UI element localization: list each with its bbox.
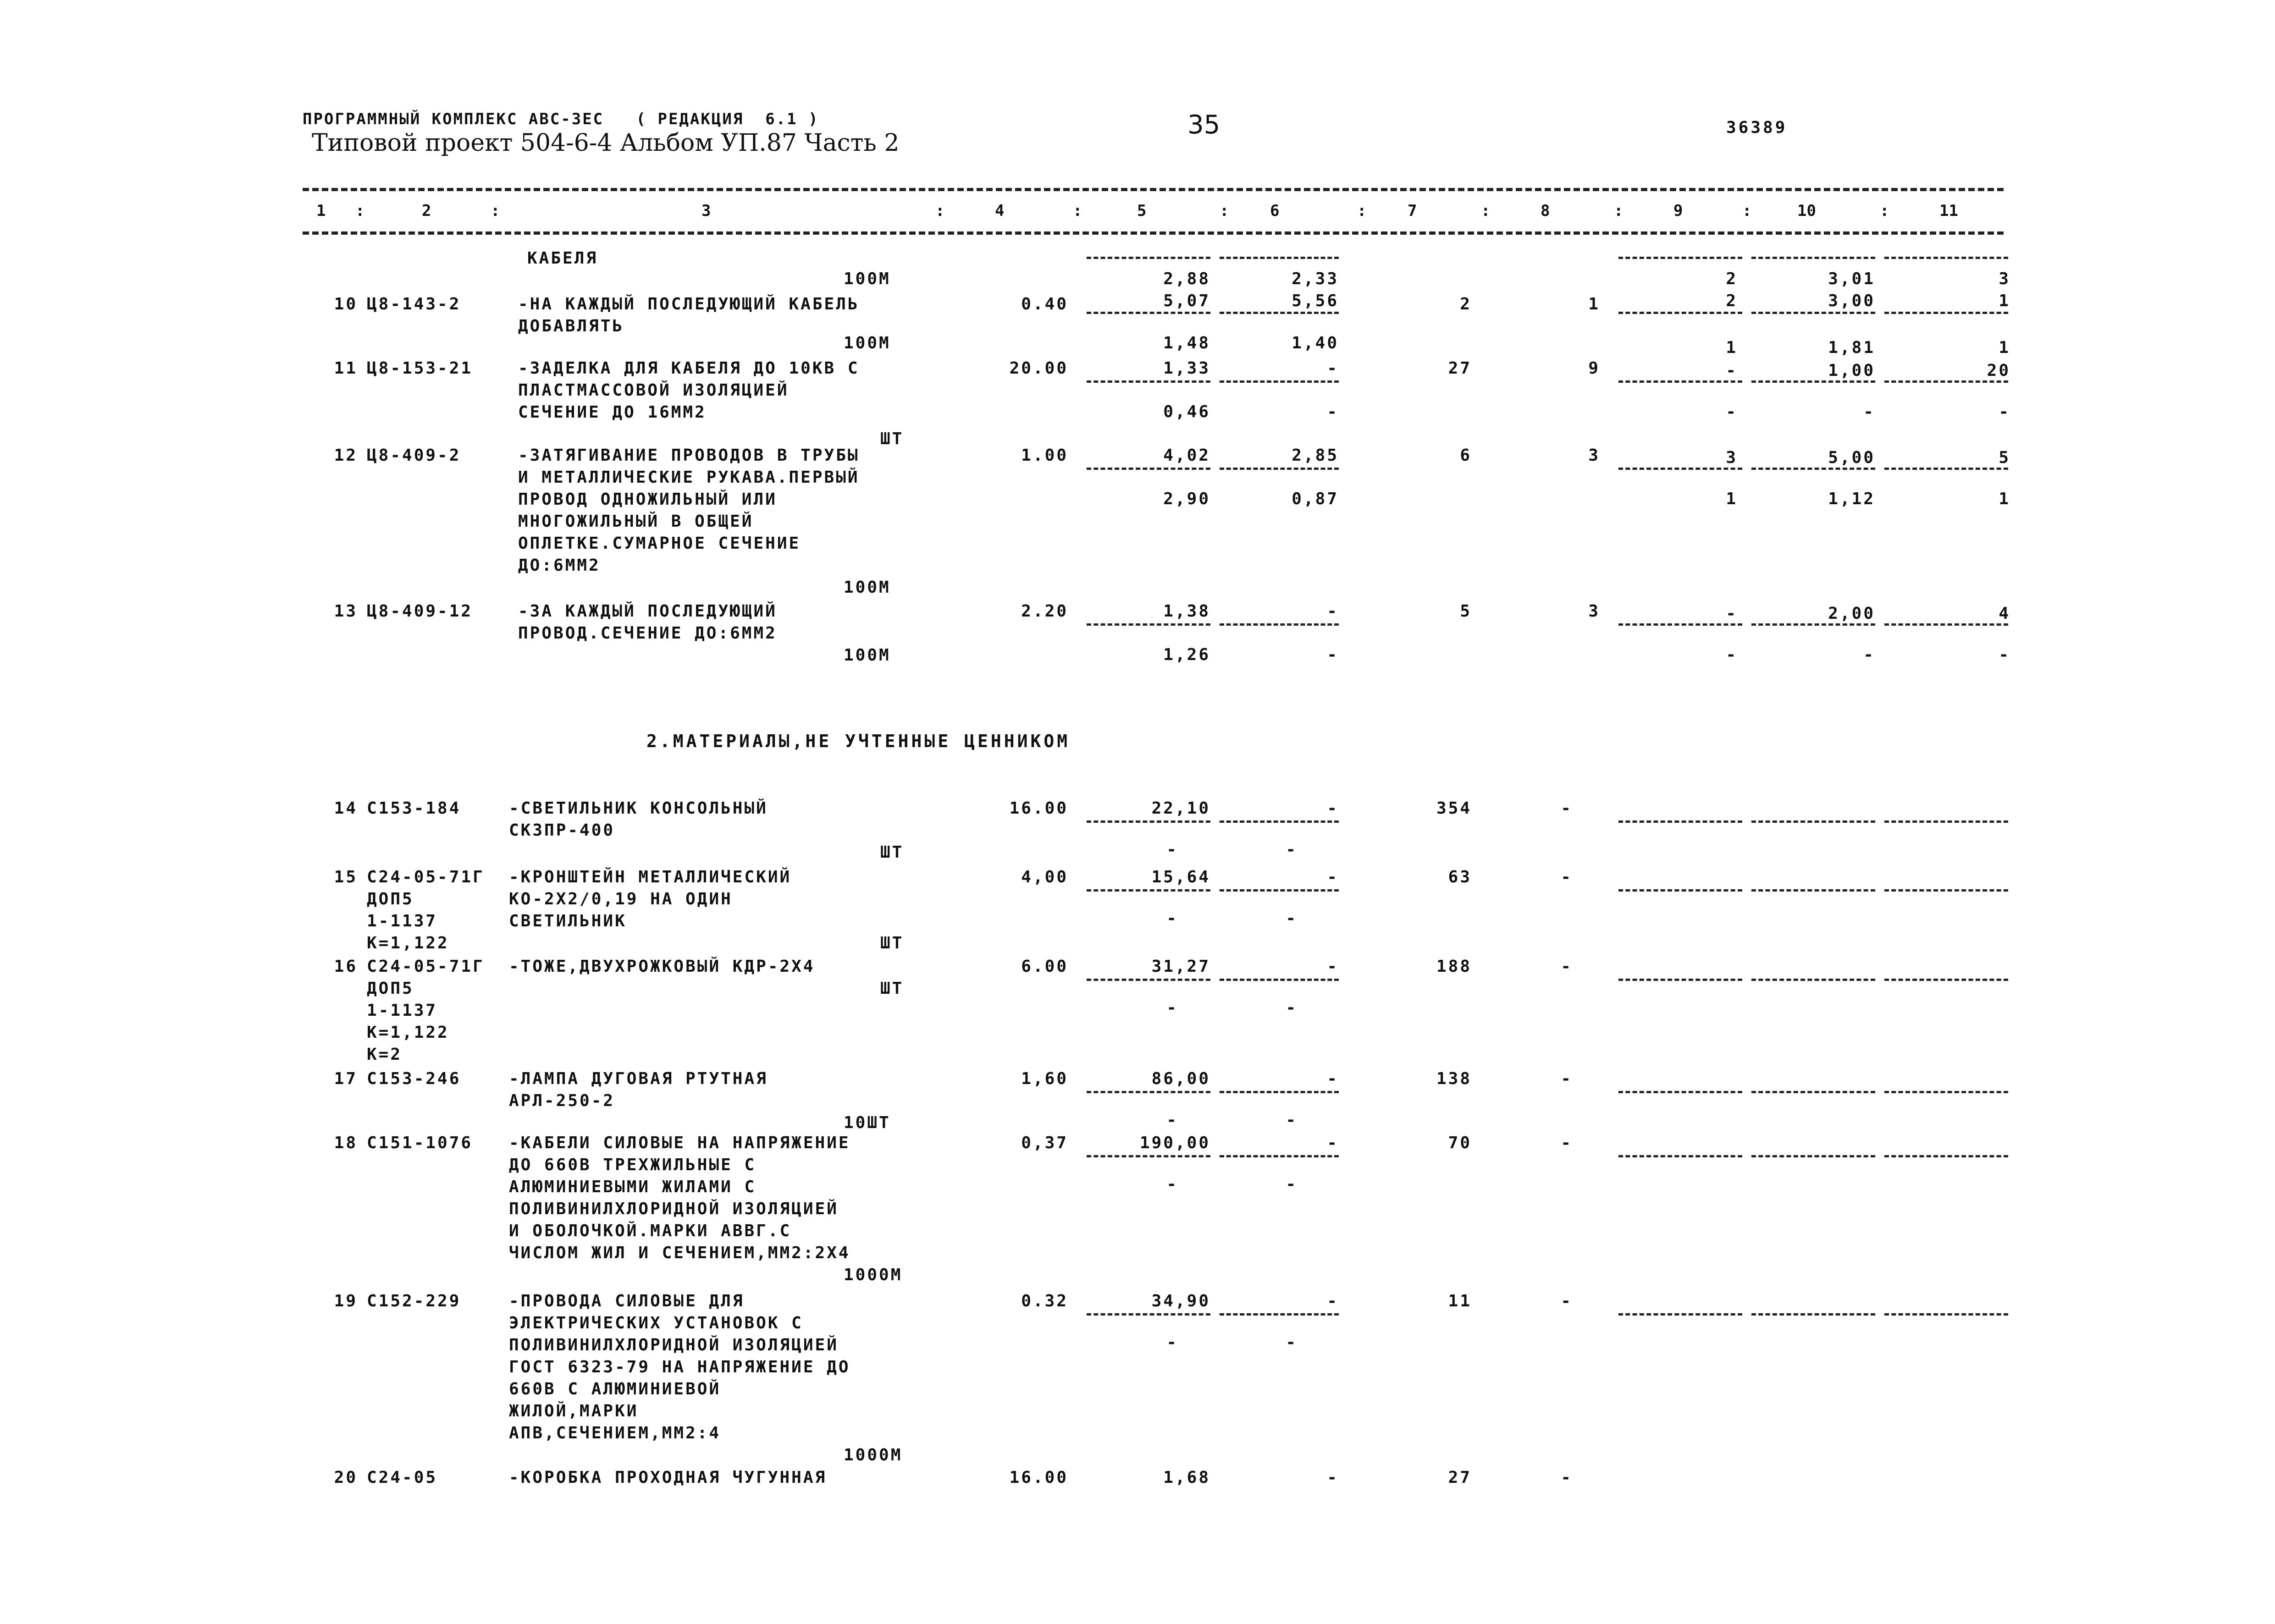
row-code-line: С153-246 bbox=[367, 1069, 461, 1088]
cell-col10: 5,00 bbox=[1828, 448, 1875, 467]
cell-col5: 5,07 bbox=[1163, 292, 1210, 310]
cell-col9: - bbox=[1726, 645, 1738, 664]
row-text-line: ДОБАВЛЯТЬ bbox=[518, 317, 624, 336]
row-unit: 1000М bbox=[844, 1446, 903, 1464]
column-separator: : bbox=[1357, 202, 1367, 220]
dashed-separator bbox=[1618, 889, 1742, 892]
cell-col11: 1 bbox=[1999, 292, 2010, 310]
dashed-separator bbox=[1751, 380, 1875, 383]
section-title: 2.МАТЕРИАЛЫ,НЕ УЧТЕННЫЕ ЦЕННИКОМ bbox=[646, 731, 1071, 751]
cell-col7: 63 bbox=[1448, 868, 1472, 886]
document-number: 36389 bbox=[1726, 118, 1788, 137]
row-code-line: К=1,122 bbox=[367, 1023, 449, 1042]
column-header-5: 5 bbox=[1137, 202, 1147, 220]
dashed-separator bbox=[1087, 623, 1210, 626]
row-code-line: С151-1076 bbox=[367, 1134, 473, 1152]
dashed-separator bbox=[1884, 889, 2008, 892]
dashed-separator bbox=[1884, 623, 2008, 626]
cell-col8: - bbox=[1561, 799, 1573, 818]
row-number: 19 bbox=[334, 1292, 358, 1310]
cell-col6: - bbox=[1327, 799, 1339, 818]
cell-col10: 1,00 bbox=[1828, 361, 1875, 380]
cell-col5: - bbox=[1166, 909, 1178, 928]
cell-col5: - bbox=[1166, 840, 1178, 859]
dashed-separator bbox=[1751, 623, 1875, 626]
row-code: Ц8-143-2 bbox=[367, 295, 461, 314]
dashed-separator bbox=[1884, 380, 2008, 383]
cell-col11: - bbox=[1999, 645, 2010, 664]
dashed-separator bbox=[1618, 380, 1742, 383]
dashed-separator bbox=[1618, 257, 1742, 259]
column-separator: : bbox=[491, 202, 500, 220]
dashed-separator bbox=[1751, 1155, 1875, 1157]
cell-col11: 5 bbox=[1999, 448, 2010, 467]
row-code: Ц8-409-2 bbox=[367, 446, 461, 465]
row-text-line: И ОБОЛОЧКОЙ.МАРКИ АВВГ.С bbox=[509, 1222, 792, 1240]
row-text-line: -КОРОБКА ПРОХОДНАЯ ЧУГУННАЯ bbox=[509, 1468, 827, 1487]
dashed-separator bbox=[1220, 312, 1339, 314]
dashed-separator bbox=[1751, 820, 1875, 823]
cell-col8: - bbox=[1561, 1292, 1573, 1310]
cell-col6: - bbox=[1327, 1292, 1339, 1310]
row-text-line: АПВ,СЕЧЕНИЕМ,ММ2:4 bbox=[509, 1424, 721, 1442]
cell-col5: 2,90 bbox=[1163, 490, 1210, 508]
cell-col6: - bbox=[1327, 359, 1339, 378]
cell-col5: 1,26 bbox=[1163, 645, 1210, 664]
cell-col10: 1,12 bbox=[1828, 490, 1875, 508]
row-unit: ШТ bbox=[880, 429, 904, 448]
cell-col5: 86,00 bbox=[1151, 1069, 1210, 1088]
row-text-line: ОПЛЕТКЕ.СУМАРНОЕ СЕЧЕНИЕ bbox=[518, 534, 801, 553]
cell-col6: 2,33 bbox=[1292, 270, 1339, 288]
cell-col5: 1,48 bbox=[1163, 334, 1210, 352]
cell-col6: - bbox=[1286, 909, 1298, 928]
cell-col6: 5,56 bbox=[1292, 292, 1339, 310]
cell-col10: 3,01 bbox=[1828, 270, 1875, 288]
cell-col6: - bbox=[1327, 957, 1339, 976]
header-rule-top bbox=[303, 188, 2004, 191]
cell-col10: 2,00 bbox=[1828, 604, 1875, 623]
cell-col7: 5 bbox=[1460, 602, 1472, 621]
column-separator: : bbox=[355, 202, 365, 220]
row-number: 13 bbox=[334, 602, 358, 621]
cell-col8: - bbox=[1561, 957, 1573, 976]
row-text-line: И МЕТАЛЛИЧЕСКИЕ РУКАВА.ПЕРВЫЙ bbox=[518, 468, 860, 487]
cell-col4: 16.00 bbox=[1009, 799, 1068, 818]
row-number: 10 bbox=[334, 295, 358, 314]
cell-col10: 1,81 bbox=[1828, 338, 1875, 357]
row-code-line: С24-05-71Г bbox=[367, 868, 485, 886]
cell-col6: - bbox=[1327, 1069, 1339, 1088]
row-unit: ШТ bbox=[880, 979, 904, 998]
dashed-separator bbox=[1220, 1091, 1339, 1093]
dashed-separator bbox=[1618, 820, 1742, 823]
dashed-separator bbox=[1884, 979, 2008, 981]
dashed-separator bbox=[1220, 1155, 1339, 1157]
row-unit: 100М bbox=[844, 578, 891, 597]
row-unit: 10ШТ bbox=[844, 1113, 891, 1132]
column-separator: : bbox=[1614, 202, 1623, 220]
cell-col5: 1,38 bbox=[1163, 602, 1210, 621]
header-rule-bottom bbox=[303, 231, 2004, 235]
dashed-separator bbox=[1087, 979, 1210, 981]
row-number: 15 bbox=[334, 868, 358, 886]
row-text-line: КАБЕЛЯ bbox=[527, 249, 598, 268]
row-text-line: ДО:6ММ2 bbox=[518, 556, 601, 575]
row-text-line: -СВЕТИЛЬНИК КОНСОЛЬНЫЙ bbox=[509, 799, 768, 818]
cell-col4: 0.40 bbox=[1021, 295, 1068, 314]
row-code: Ц8-153-21 bbox=[367, 359, 473, 378]
cell-col6: - bbox=[1286, 1175, 1298, 1194]
column-header-6: 6 bbox=[1270, 202, 1280, 220]
cell-col9: 1 bbox=[1726, 338, 1738, 357]
cell-col4: 2.20 bbox=[1021, 602, 1068, 621]
cell-col11: 3 bbox=[1999, 270, 2010, 288]
cell-col9: - bbox=[1726, 402, 1738, 421]
column-header-7: 7 bbox=[1408, 202, 1417, 220]
row-text-line: МНОГОЖИЛЬНЫЙ В ОБЩЕЙ bbox=[518, 512, 754, 531]
dashed-separator bbox=[1220, 468, 1339, 470]
row-number: 16 bbox=[334, 957, 358, 976]
cell-col4: 1.00 bbox=[1021, 446, 1068, 465]
row-code-line: С24-05 bbox=[367, 1468, 438, 1487]
row-code: Ц8-409-12 bbox=[367, 602, 473, 621]
cell-col6: - bbox=[1327, 1134, 1339, 1152]
column-header-8: 8 bbox=[1541, 202, 1550, 220]
row-text-line: ПОЛИВИНИЛХЛОРИДНОЙ ИЗОЛЯЦИЕЙ bbox=[509, 1200, 839, 1218]
cell-col8: - bbox=[1561, 1069, 1573, 1088]
cell-col6: - bbox=[1286, 1111, 1298, 1129]
dashed-separator bbox=[1618, 623, 1742, 626]
dashed-separator bbox=[1220, 380, 1339, 383]
column-header-3: 3 bbox=[701, 202, 711, 220]
row-text-line: СЕЧЕНИЕ ДО 16ММ2 bbox=[518, 403, 707, 422]
dashed-separator bbox=[1751, 257, 1875, 259]
cell-col8: 3 bbox=[1588, 602, 1600, 621]
row-number: 14 bbox=[334, 799, 358, 818]
dashed-separator bbox=[1087, 468, 1210, 470]
cell-col6: - bbox=[1327, 1468, 1339, 1487]
cell-col5: - bbox=[1166, 1333, 1178, 1352]
dashed-separator bbox=[1751, 1313, 1875, 1316]
dashed-separator bbox=[1220, 257, 1339, 259]
cell-col6: - bbox=[1286, 1333, 1298, 1352]
row-code-line: С152-229 bbox=[367, 1292, 461, 1310]
cell-col11: 1 bbox=[1999, 338, 2010, 357]
cell-col10: - bbox=[1863, 402, 1875, 421]
column-separator: : bbox=[1481, 202, 1491, 220]
dashed-separator bbox=[1751, 468, 1875, 470]
cell-col6: - bbox=[1286, 998, 1298, 1017]
dashed-separator bbox=[1087, 1313, 1210, 1316]
cell-col5: 31,27 bbox=[1151, 957, 1210, 976]
row-text-line: -ЗА КАЖДЫЙ ПОСЛЕДУЮЩИЙ bbox=[518, 602, 777, 621]
project-title: Типовой проект 504-6-4 Альбом УП.87 Часть 2 bbox=[312, 129, 900, 157]
cell-col6: - bbox=[1327, 868, 1339, 886]
cell-col4: 20.00 bbox=[1009, 359, 1068, 378]
cell-col7: 6 bbox=[1460, 446, 1472, 465]
cell-col8: 3 bbox=[1588, 446, 1600, 465]
cell-col9: 1 bbox=[1726, 490, 1738, 508]
cell-col5: - bbox=[1166, 1111, 1178, 1129]
row-unit: 1000М bbox=[844, 1266, 903, 1284]
cell-col8: - bbox=[1561, 868, 1573, 886]
dashed-separator bbox=[1087, 312, 1210, 314]
cell-col6: - bbox=[1327, 645, 1339, 664]
dashed-separator bbox=[1220, 1313, 1339, 1316]
cell-col6: 1,40 bbox=[1292, 334, 1339, 352]
dashed-separator bbox=[1220, 889, 1339, 892]
cell-col9: 2 bbox=[1726, 270, 1738, 288]
dashed-separator bbox=[1087, 257, 1210, 259]
dashed-separator bbox=[1618, 1091, 1742, 1093]
row-code-line: С24-05-71Г bbox=[367, 957, 485, 976]
cell-col4: 0.32 bbox=[1021, 1292, 1068, 1310]
cell-col9: - bbox=[1726, 604, 1738, 623]
cell-col5: - bbox=[1166, 1175, 1178, 1194]
row-unit: 100М bbox=[844, 334, 891, 352]
row-number: 20 bbox=[334, 1468, 358, 1487]
row-text-line: -НА КАЖДЫЙ ПОСЛЕДУЮЩИЙ КАБЕЛЬ bbox=[518, 295, 860, 314]
row-text-line: ДО 660В ТРЕХЖИЛЬНЫЕ С bbox=[509, 1156, 756, 1174]
row-code-line: С153-184 bbox=[367, 799, 461, 818]
row-text-line: -ПРОВОДА СИЛОВЫЕ ДЛЯ bbox=[509, 1292, 745, 1310]
row-text-line: -КРОНШТЕЙН МЕТАЛЛИЧЕСКИЙ bbox=[509, 868, 792, 886]
row-text-line: ПЛАСТМАССОВОЙ ИЗОЛЯЦИЕЙ bbox=[518, 381, 789, 400]
row-number: 12 bbox=[334, 446, 358, 465]
column-separator: : bbox=[935, 202, 945, 220]
dashed-separator bbox=[1087, 380, 1210, 383]
cell-col6: - bbox=[1327, 602, 1339, 621]
row-text-line: ГОСТ 6323-79 НА НАПРЯЖЕНИЕ ДО bbox=[509, 1358, 850, 1376]
cell-col10: - bbox=[1863, 645, 1875, 664]
row-code-line: ДОП5 bbox=[367, 979, 414, 998]
cell-col5: 22,10 bbox=[1151, 799, 1210, 818]
cell-col5: 15,64 bbox=[1151, 868, 1210, 886]
cell-col7: 138 bbox=[1436, 1069, 1472, 1088]
cell-col4: 0,37 bbox=[1021, 1134, 1068, 1152]
row-text-line: СКЗПР-400 bbox=[509, 821, 615, 840]
cell-col7: 27 bbox=[1448, 359, 1472, 378]
cell-col6: 2,85 bbox=[1292, 446, 1339, 465]
row-text-line: ЧИСЛОМ ЖИЛ И СЕЧЕНИЕМ,ММ2:2Х4 bbox=[509, 1244, 850, 1262]
cell-col6: - bbox=[1286, 840, 1298, 859]
program-header: ПРОГРАММНЫЙ КОМПЛЕКС АВС-3ЕС ( РЕДАКЦИЯ 6.1 ) bbox=[303, 110, 819, 128]
row-text-line: СВЕТИЛЬНИК bbox=[509, 912, 627, 930]
cell-col5: 4,02 bbox=[1163, 446, 1210, 465]
dashed-separator bbox=[1087, 1155, 1210, 1157]
column-header-10: 10 bbox=[1797, 202, 1816, 220]
row-unit: ШТ bbox=[880, 843, 904, 862]
cell-col9: 2 bbox=[1726, 292, 1738, 310]
cell-col9: - bbox=[1726, 361, 1738, 380]
row-code-line: К=2 bbox=[367, 1045, 403, 1064]
row-text-line: КО-2Х2/0,19 НА ОДИН bbox=[509, 890, 733, 908]
row-text-line: ЭЛЕКТРИЧЕСКИХ УСТАНОВОК С bbox=[509, 1314, 803, 1332]
dashed-separator bbox=[1220, 623, 1339, 626]
column-header-1: 1 bbox=[316, 202, 326, 220]
dashed-separator bbox=[1751, 889, 1875, 892]
row-text-line: -ЗАТЯГИВАНИЕ ПРОВОДОВ В ТРУБЫ bbox=[518, 446, 860, 465]
dashed-separator bbox=[1618, 1155, 1742, 1157]
cell-col8: - bbox=[1561, 1134, 1573, 1152]
column-separator: : bbox=[1880, 202, 1889, 220]
cell-col6: 0,87 bbox=[1292, 490, 1339, 508]
cell-col5: 1,68 bbox=[1163, 1468, 1210, 1487]
row-text-line: ПРОВОД.СЕЧЕНИЕ ДО:6ММ2 bbox=[518, 624, 777, 643]
column-header-11: 11 bbox=[1939, 202, 1958, 220]
cell-col8: 1 bbox=[1588, 295, 1600, 314]
row-text-line: ЖИЛОЙ,МАРКИ bbox=[509, 1402, 639, 1420]
dashed-separator bbox=[1618, 468, 1742, 470]
row-text-line: -ЗАДЕЛКА ДЛЯ КАБЕЛЯ ДО 10КВ С bbox=[518, 359, 860, 378]
row-number: 17 bbox=[334, 1069, 358, 1088]
cell-col5: - bbox=[1166, 998, 1178, 1017]
page-number: 35 bbox=[1187, 110, 1220, 140]
dashed-separator bbox=[1884, 312, 2008, 314]
row-text-line: ПРОВОД ОДНОЖИЛЬНЫЙ ИЛИ bbox=[518, 490, 777, 509]
cell-col5: 2,88 bbox=[1163, 270, 1210, 288]
column-header-4: 4 bbox=[995, 202, 1005, 220]
dashed-separator bbox=[1884, 1091, 2008, 1093]
row-text-line: АЛЮМИНИЕВЫМИ ЖИЛАМИ С bbox=[509, 1178, 756, 1196]
row-unit: 100М bbox=[844, 270, 891, 288]
row-code-line: 1-1137 bbox=[367, 912, 438, 930]
cell-col7: 11 bbox=[1448, 1292, 1472, 1310]
dashed-separator bbox=[1618, 1313, 1742, 1316]
dashed-separator bbox=[1884, 820, 2008, 823]
cell-col11: 4 bbox=[1999, 604, 2010, 623]
dashed-separator bbox=[1618, 312, 1742, 314]
column-separator: : bbox=[1220, 202, 1229, 220]
row-number: 18 bbox=[334, 1134, 358, 1152]
dashed-separator bbox=[1618, 979, 1742, 981]
row-code-line: 1-1137 bbox=[367, 1001, 438, 1020]
cell-col11: 1 bbox=[1999, 490, 2010, 508]
dashed-separator bbox=[1220, 820, 1339, 823]
dashed-separator bbox=[1751, 979, 1875, 981]
cell-col6: - bbox=[1327, 402, 1339, 421]
dashed-separator bbox=[1087, 820, 1210, 823]
cell-col4: 1,60 bbox=[1021, 1069, 1068, 1088]
cell-col7: 354 bbox=[1436, 799, 1472, 818]
column-separator: : bbox=[1742, 202, 1752, 220]
cell-col7: 70 bbox=[1448, 1134, 1472, 1152]
row-code-line: ДОП5 bbox=[367, 890, 414, 908]
row-text-line: -ЛАМПА ДУГОВАЯ РТУТНАЯ bbox=[509, 1069, 768, 1088]
dashed-separator bbox=[1884, 1155, 2008, 1157]
column-header-9: 9 bbox=[1673, 202, 1683, 220]
row-unit: ШТ bbox=[880, 934, 904, 952]
row-text-line: 660В С АЛЮМИНИЕВОЙ bbox=[509, 1380, 721, 1398]
row-number: 11 bbox=[334, 359, 358, 378]
cell-col7: 2 bbox=[1460, 295, 1472, 314]
cell-col11: 20 bbox=[1987, 361, 2010, 380]
column-separator: : bbox=[1073, 202, 1082, 220]
dashed-separator bbox=[1884, 1313, 2008, 1316]
cell-col4: 4,00 bbox=[1021, 868, 1068, 886]
cell-col7: 27 bbox=[1448, 1468, 1472, 1487]
dashed-separator bbox=[1751, 1091, 1875, 1093]
cell-col8: 9 bbox=[1588, 359, 1600, 378]
cell-col5: 1,33 bbox=[1163, 359, 1210, 378]
cell-col7: 188 bbox=[1436, 957, 1472, 976]
column-header-2: 2 bbox=[422, 202, 431, 220]
cell-col4: 16.00 bbox=[1009, 1468, 1068, 1487]
cell-col10: 3,00 bbox=[1828, 292, 1875, 310]
row-text-line: -КАБЕЛИ СИЛОВЫЕ НА НАПРЯЖЕНИЕ bbox=[509, 1134, 850, 1152]
cell-col8: - bbox=[1561, 1468, 1573, 1487]
cell-col4: 6.00 bbox=[1021, 957, 1068, 976]
cell-col11: - bbox=[1999, 402, 2010, 421]
dashed-separator bbox=[1751, 312, 1875, 314]
dashed-separator bbox=[1220, 979, 1339, 981]
row-text-line: -ТОЖЕ,ДВУХРОЖКОВЫЙ КДР-2Х4 bbox=[509, 957, 815, 976]
dashed-separator bbox=[1087, 1091, 1210, 1093]
dashed-separator bbox=[1884, 468, 2008, 470]
row-code-line: К=1,122 bbox=[367, 934, 449, 952]
dashed-separator bbox=[1884, 257, 2008, 259]
cell-col5: 0,46 bbox=[1163, 402, 1210, 421]
cell-col5: 34,90 bbox=[1151, 1292, 1210, 1310]
row-text-line: ПОЛИВИНИЛХЛОРИДНОЙ ИЗОЛЯЦИЕЙ bbox=[509, 1336, 839, 1354]
cell-col9: 3 bbox=[1726, 448, 1738, 467]
row-text-line: АРЛ-250-2 bbox=[509, 1091, 615, 1110]
row-unit: 100М bbox=[844, 646, 891, 665]
dashed-separator bbox=[1087, 889, 1210, 892]
cell-col5: 190,00 bbox=[1139, 1134, 1210, 1152]
